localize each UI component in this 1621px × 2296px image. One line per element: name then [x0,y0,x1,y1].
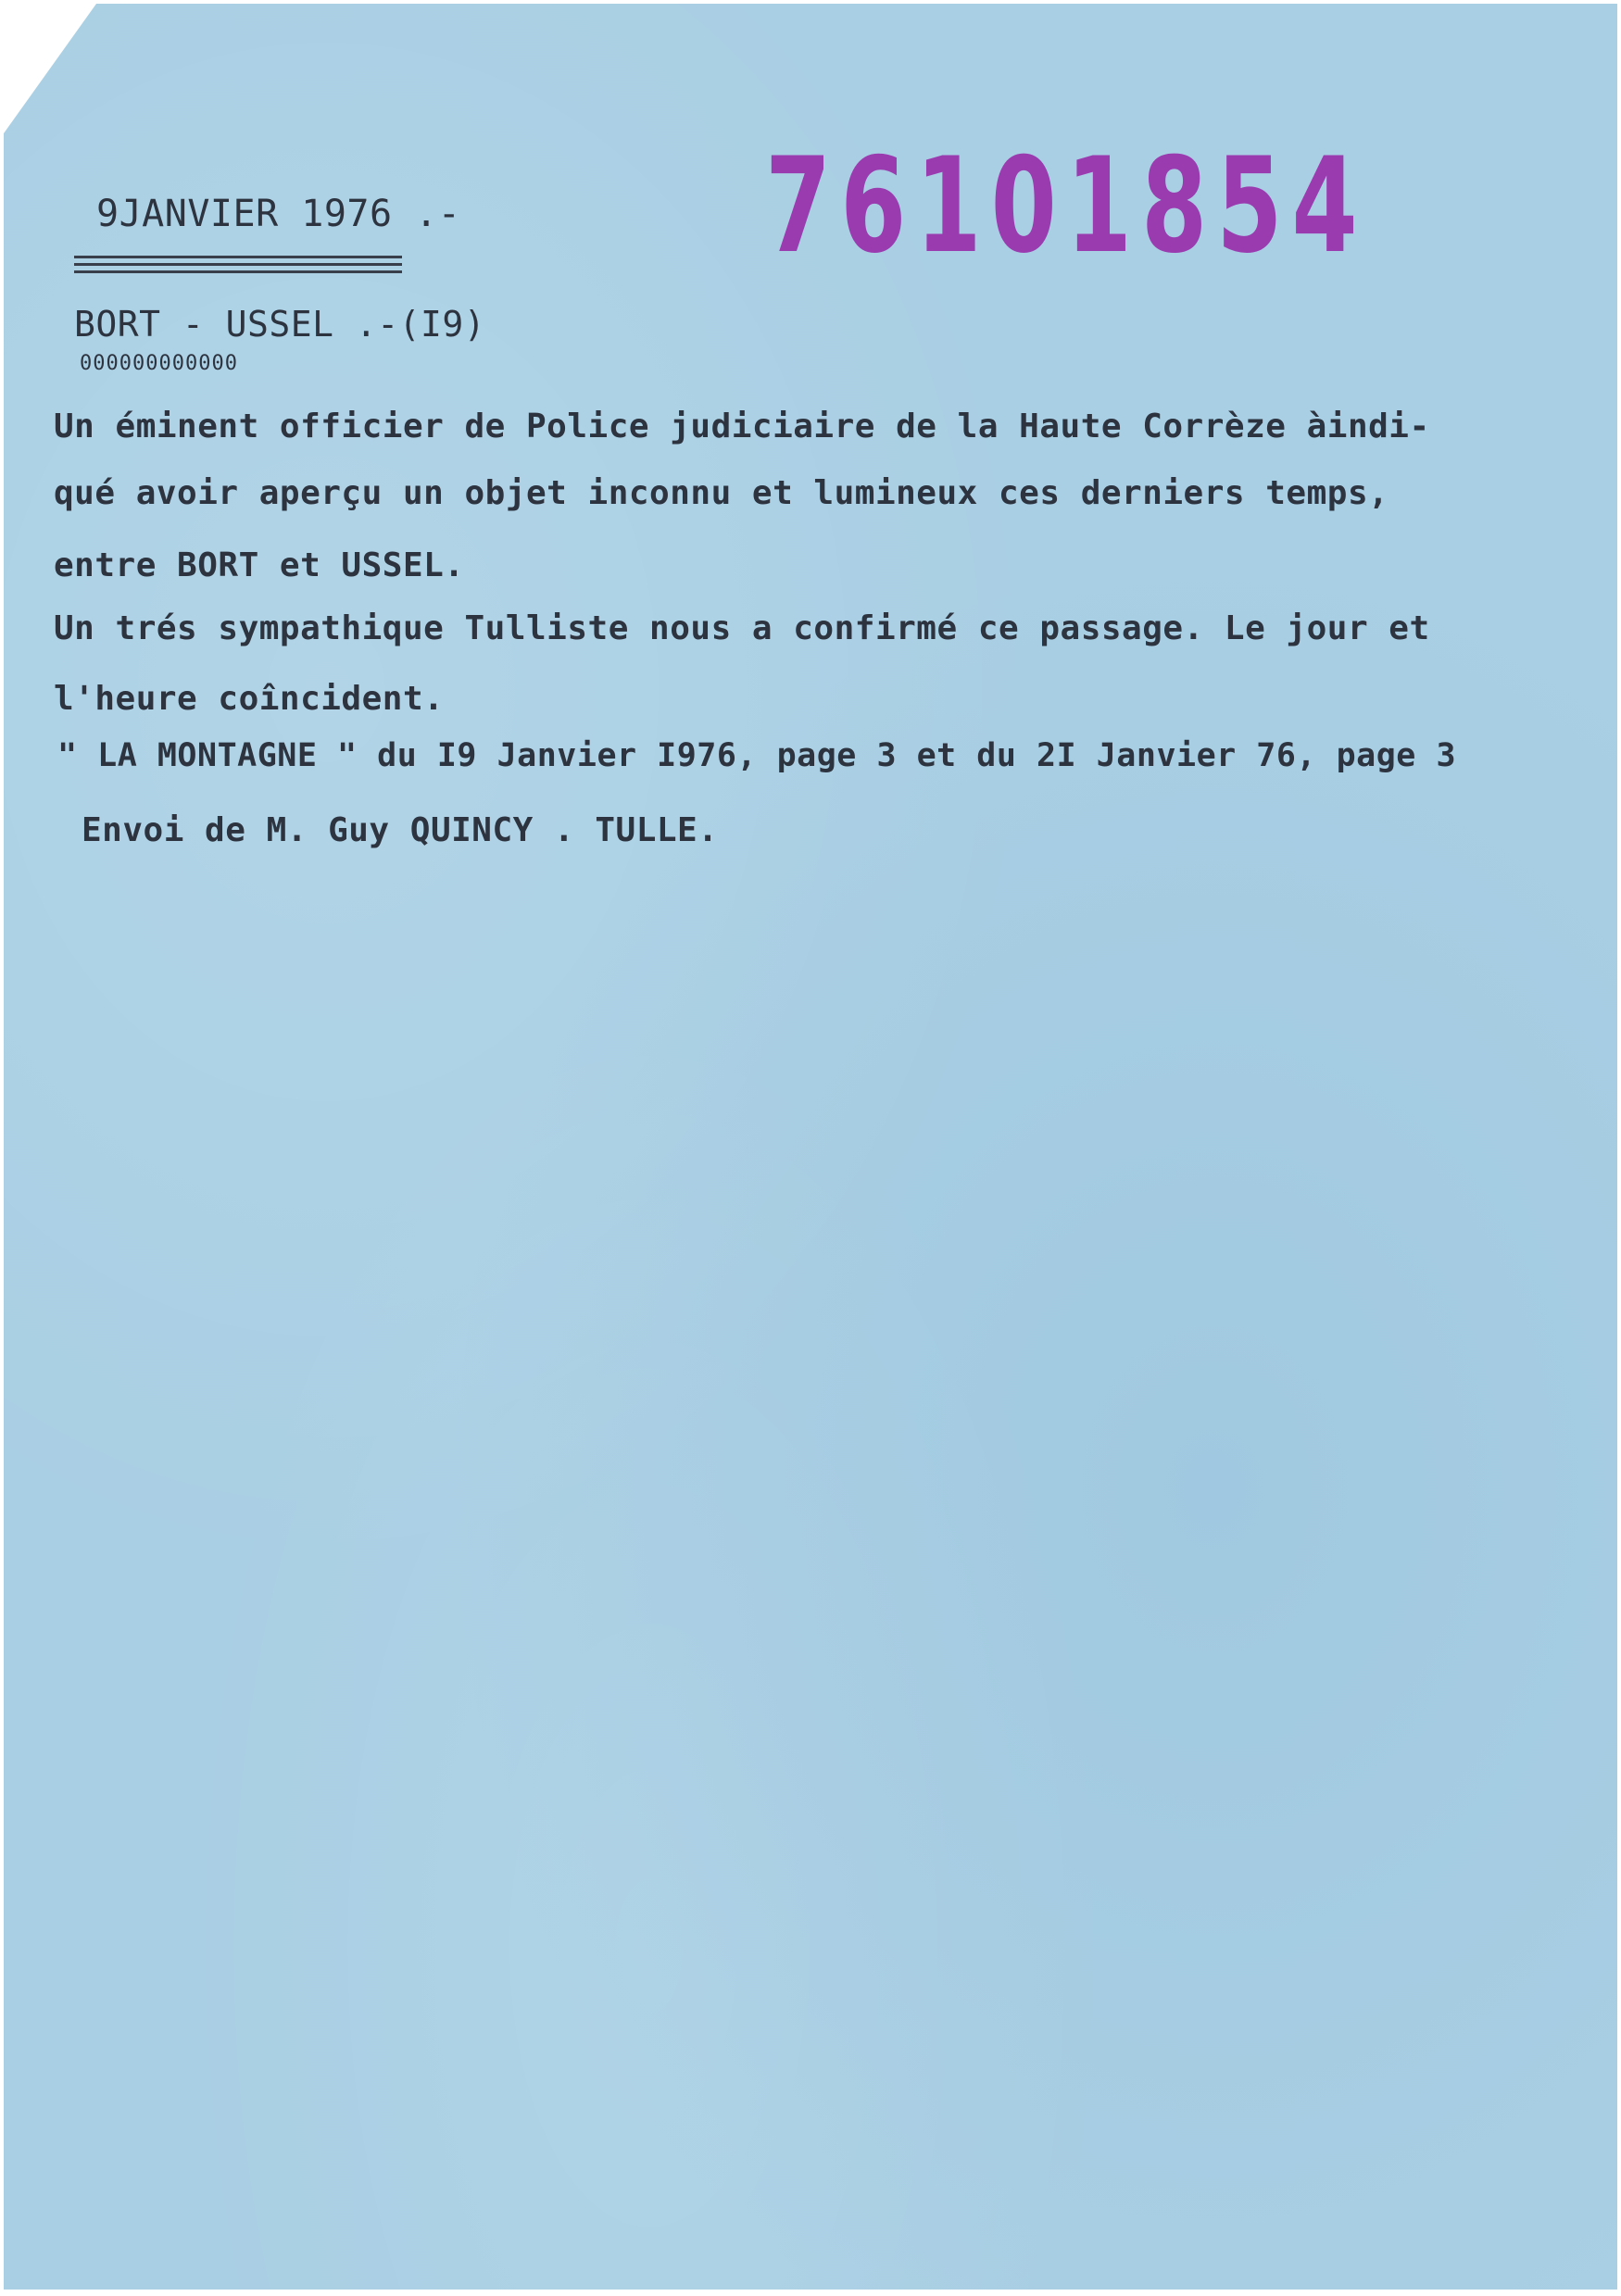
location-heading: BORT - USSEL .-(I9) [74,304,486,345]
document-page [4,4,1617,2290]
reference-number-stamp: 76101854 [765,130,1367,282]
document-date: 9JANVIER 1976 .- [96,193,461,235]
body-line-1: Un éminent officier de Police judiciaire de la Haute Corrèze àindi- [54,408,1430,445]
body-line-3: entre BORT et USSEL. [54,546,465,584]
date-underline-3 [74,270,402,273]
date-underline-2 [74,263,402,266]
date-underline-1 [74,256,402,258]
body-line-5: l'heure coîncident. [54,680,445,718]
body-line-2: qué avoir aperçu un objet inconnu et lumineux ces derniers temps, [54,474,1389,512]
source-reference-line: " LA MONTAGNE " du I9 Janvier I976, page 3 et du 2I Janvier 76, page 3 [57,737,1457,774]
body-line-4: Un trés sympathique Tulliste nous a confirmé ce passage. Le jour et [54,609,1430,647]
location-underline-dots: 000000000000 [80,352,238,375]
sender-line: Envoi de M. Guy QUINCY . TULLE. [82,811,719,849]
